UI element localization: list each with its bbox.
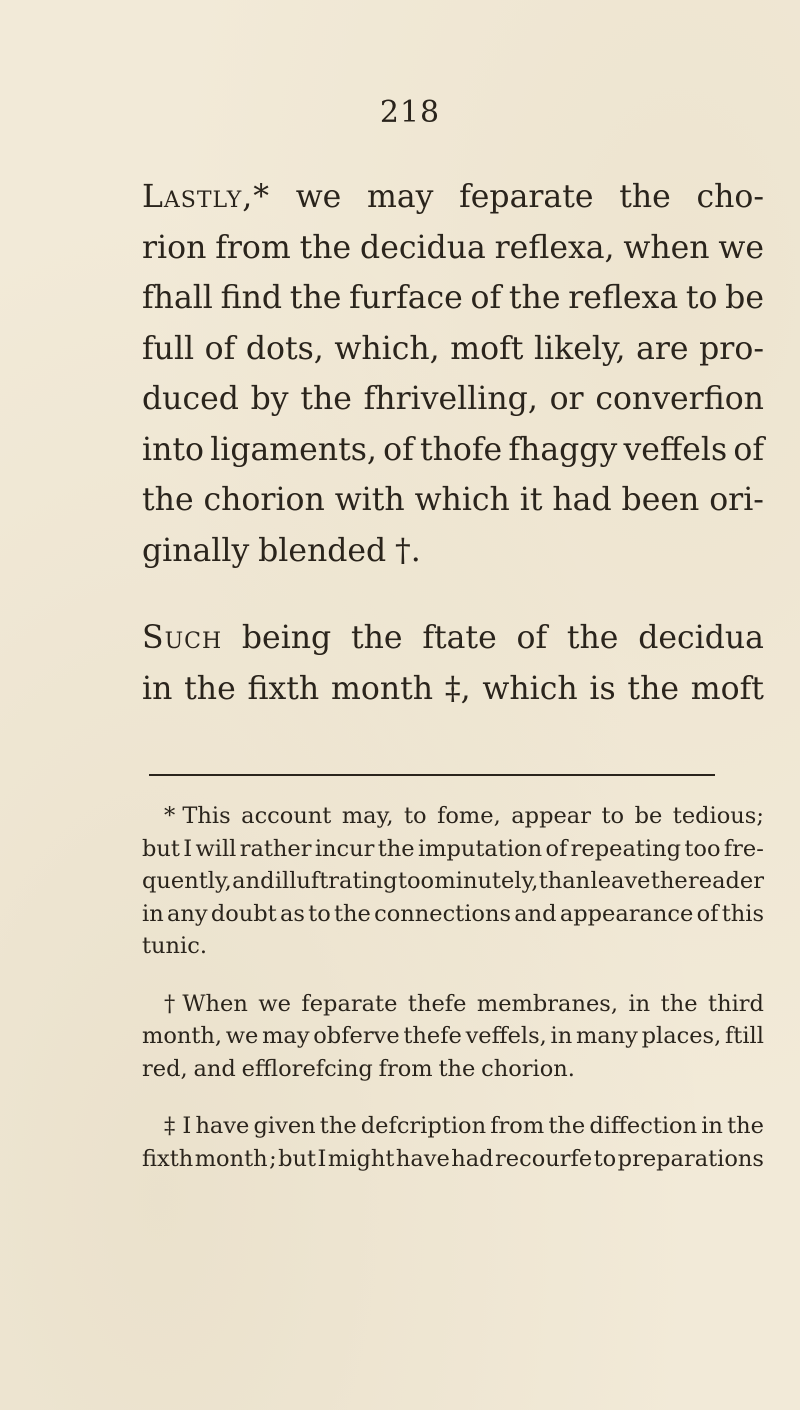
word: feparate [459,179,594,215]
word: the [727,1113,764,1139]
word: blended [258,532,387,569]
text-line [142,988,764,1021]
word: but [142,835,180,862]
word: thofe [419,431,503,468]
word: the [350,620,403,656]
word: the [300,381,352,417]
word: doubt [210,900,277,927]
text-line [142,223,764,274]
page-number: 218 [379,95,441,130]
word: the [377,835,415,862]
word: ftill [724,1023,764,1049]
word: the [334,900,371,927]
word: thefe [407,990,467,1017]
text-line [142,898,764,931]
word: in [550,1023,573,1049]
word: incur [314,835,375,862]
word: by [250,381,289,417]
paragraph-lastly [142,172,764,576]
word: given [253,1113,316,1139]
word: the [319,1113,357,1139]
word: might [327,1145,395,1172]
word: decidua [638,620,764,656]
word: it [519,482,543,518]
word: decidua [360,229,486,266]
word: fhall [142,280,213,316]
word: which [482,670,578,707]
word: in [628,990,651,1017]
word: the [184,670,236,707]
word: reflexa, [494,229,615,266]
word: when [623,229,710,266]
word: be [725,280,764,316]
word: many [575,1023,638,1049]
word: with [334,482,405,518]
word: to [403,803,427,829]
word: quently, [142,868,232,894]
word: we [258,990,291,1017]
word: of [383,431,414,468]
word: fre- [723,835,764,862]
word: this [721,900,764,927]
word: the [142,482,194,518]
word: which [414,482,510,518]
word: tunic. [142,933,207,959]
word: membranes, [476,990,618,1017]
word: too [684,835,721,862]
word: fixth [247,670,320,707]
word: veffels, [465,1023,547,1049]
word: month, [142,1023,223,1049]
word: of [696,900,719,927]
word: I [183,835,193,862]
word: be [634,803,663,829]
word: and [514,900,557,927]
word: fixth [142,1145,194,1172]
text-line [142,526,764,577]
word: have [195,1113,250,1139]
word: or [549,381,584,417]
word: ligaments, [210,431,377,468]
text-line [142,613,764,664]
word: †. [395,532,421,569]
word: may, [341,803,394,829]
text-line [142,865,764,898]
word: but [278,1145,317,1172]
word: of [545,835,568,862]
word: Such [142,620,223,656]
word: feparate [301,990,398,1017]
text-line [142,374,764,425]
word: in [701,1113,723,1139]
word: appearance [559,900,694,927]
word: been [621,482,700,518]
text-line [142,1143,764,1176]
word: in [142,900,164,927]
word: the [619,179,671,215]
word: into [142,431,204,468]
footnote-dagger [142,988,764,1086]
word: ori- [709,482,764,518]
text-line [142,1020,764,1053]
word: tedious; [672,803,764,829]
word: being [241,620,332,656]
word: to [308,900,331,927]
word: leave [590,868,651,894]
word: minutely, [434,868,539,894]
word: to [593,1145,617,1172]
word: month [331,670,434,707]
word: repeating [570,835,682,862]
word: third [708,990,764,1017]
word: and [232,868,275,894]
text-line [142,425,764,476]
word: illuftrating [274,868,398,894]
word: cho- [696,179,764,215]
word: the [438,1055,476,1082]
word: furface [349,280,463,316]
word: † When [164,990,248,1017]
word: to [601,803,625,829]
word: had [552,482,612,518]
word: of [470,280,502,316]
word: fhaggy [508,431,618,468]
word: have [395,1145,450,1172]
word: fhrivelling, [363,381,538,417]
word: connections [374,900,511,927]
word: rather [239,835,312,862]
word: chorion [203,482,325,518]
word: places, [641,1023,722,1049]
word: find [220,280,283,316]
word: moft [690,670,764,707]
word: ginally [142,532,250,569]
word: likely, [533,330,626,367]
word: preparations [617,1145,764,1172]
word: recourfe [495,1145,593,1172]
word: converfion [595,381,764,417]
word: too [397,868,435,894]
word: diffection [589,1113,698,1139]
word: fome, [437,803,501,829]
word: we [225,1023,259,1049]
word: I [317,1145,327,1172]
word: of [204,330,236,367]
word: ; [269,1145,277,1172]
text-line [142,664,764,715]
word: ftate [422,620,497,656]
word: to [685,280,718,316]
word: efflorefcing [241,1055,373,1082]
word: the [566,620,619,656]
word: as [279,900,305,927]
word: rion [142,229,207,266]
text-line [142,930,764,963]
word: we [718,229,764,266]
word: of [733,431,764,468]
text-line [142,475,764,526]
word: * This [164,803,231,829]
word: the [299,229,352,266]
footnote-asterisk [142,800,764,963]
footnotes [142,800,764,1175]
word: the [508,280,561,316]
word: moft [450,330,524,367]
word: dots, [245,330,324,367]
word: may [367,179,434,215]
word: the [627,670,680,707]
word: appear [511,803,591,829]
word: full [142,330,195,367]
word: the [289,280,342,316]
word: Lastly,* [142,179,271,215]
word: chorion. [481,1055,575,1082]
main-text [142,172,764,714]
word: may [262,1023,310,1049]
word: from [490,1113,545,1139]
word: in [142,670,173,707]
word: from [378,1055,433,1082]
word: than [538,868,591,894]
word: which, [334,330,440,367]
footnote-double-dagger [142,1110,764,1175]
text-line [142,324,764,375]
word: the [548,1113,586,1139]
text-line [142,833,764,866]
word: reader [688,868,764,894]
word: ‡ I [164,1113,192,1139]
word: thefe [403,1023,462,1049]
word: reflexa [568,280,679,316]
word: of [516,620,548,656]
text-line [142,1110,764,1143]
word: from [215,229,291,266]
word: ‡, [444,670,471,707]
word: defcription [360,1113,487,1139]
word: imputation [417,835,543,862]
word: will [195,835,237,862]
text-line [142,273,764,324]
word: the [660,990,698,1017]
word: duced [142,381,239,417]
word: the [650,868,688,894]
text-line [142,172,764,223]
word: pro- [699,330,764,367]
word: account [241,803,332,829]
word: red, [142,1055,188,1082]
word: obferve [313,1023,400,1049]
word: and [193,1055,236,1082]
word: are [636,330,689,367]
word: is [589,670,616,707]
text-line [142,1053,764,1086]
text-line [142,800,764,833]
word: had [451,1145,494,1172]
paragraph-such [142,613,764,714]
word: we [295,179,342,215]
word: month [194,1145,268,1172]
word: any [166,900,208,927]
footnote-divider [149,774,715,776]
word: veffels [623,431,728,468]
